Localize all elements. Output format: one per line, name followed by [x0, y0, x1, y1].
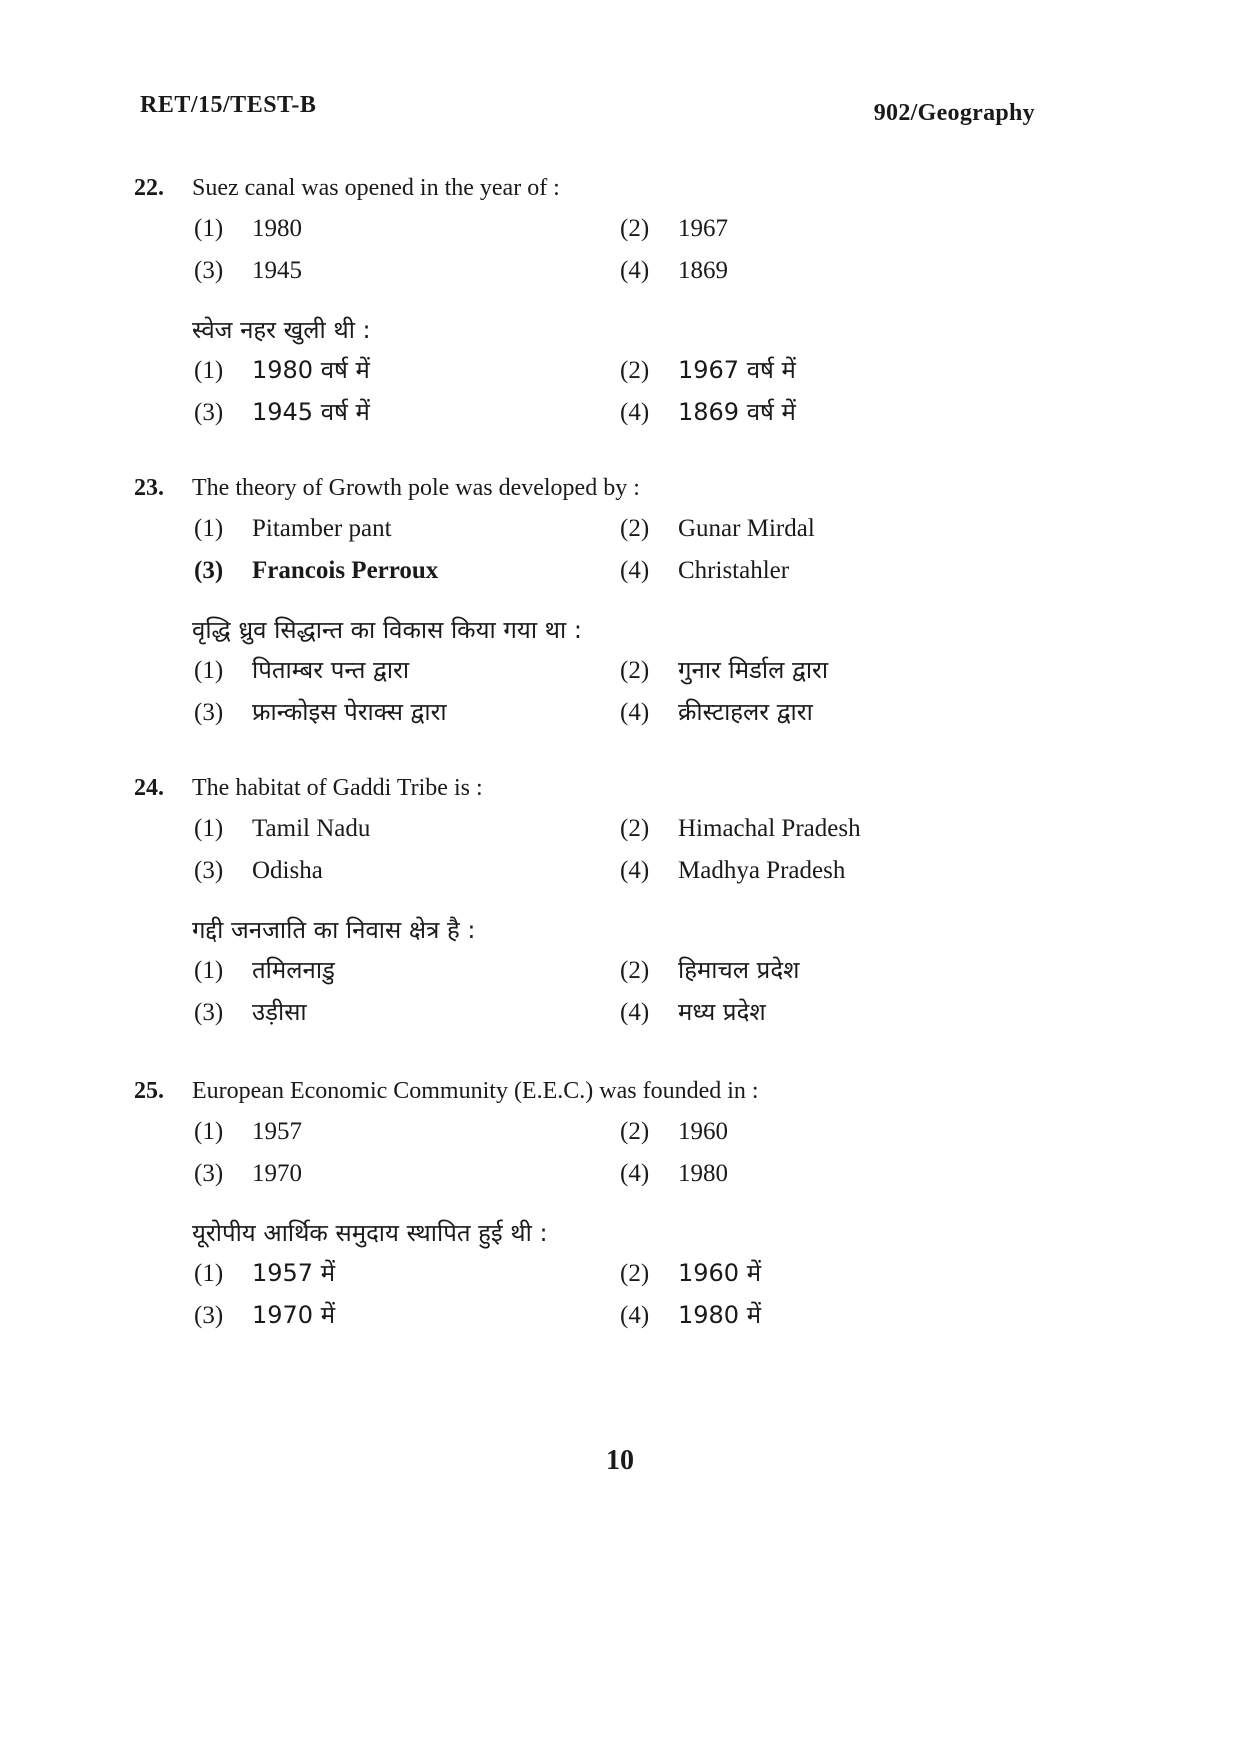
question-text-hi: यूरोपीय आर्थिक समुदाय स्थापित हुई थी :: [192, 1219, 548, 1247]
option-3: (3) 1970: [194, 1160, 302, 1187]
question-number: 25.: [134, 1078, 164, 1104]
option-3: (3) Odisha: [194, 857, 323, 884]
question-text-hi: गद्दी जनजाति का निवास क्षेत्र है :: [192, 916, 476, 944]
option-4-hi: (4) 1980 में: [620, 1301, 762, 1329]
option-1: (1) 1980: [194, 215, 302, 242]
option-2: (2) Gunar Mirdal: [620, 515, 815, 542]
option-4: (4) Christahler: [620, 557, 790, 584]
question-text-en: The theory of Growth pole was developed by :: [192, 475, 640, 501]
option-3-hi: (3) 1945 वर्ष में: [194, 398, 370, 426]
question-number: 23.: [134, 475, 164, 501]
option-1-hi: (1) तमिलनाडु: [194, 956, 335, 984]
question-text-hi: वृद्धि ध्रुव सिद्धान्त का विकास किया गया था :: [192, 616, 582, 644]
option-2-hi: (2) 1967 वर्ष में: [620, 356, 796, 384]
option-4-hi: (4) क्रीस्टाहलर द्वारा: [620, 698, 813, 726]
option-4-hi: (4) मध्य प्रदेश: [620, 998, 766, 1026]
option-4: (4) Madhya Pradesh: [620, 857, 846, 884]
question-text-en: The habitat of Gaddi Tribe is :: [192, 775, 483, 801]
option-2: (2) 1960: [620, 1118, 728, 1145]
question-number: 24.: [134, 775, 164, 801]
subject-code: 902/Geography: [873, 100, 1035, 126]
question-text-en: European Economic Community (E.E.C.) was founded in :: [192, 1078, 759, 1104]
question-23: [134, 475, 934, 737]
question-22: [134, 175, 934, 437]
option-3-hi: (3) फ्रान्कोइस पेराक्स द्वारा: [194, 698, 447, 726]
option-2: (2) 1967: [620, 215, 728, 242]
question-text-hi: स्वेज नहर खुली थी :: [192, 316, 371, 344]
paper-code: RET/15/TEST-B: [140, 92, 317, 118]
option-1: (1) Tamil Nadu: [194, 815, 371, 842]
option-1: (1) 1957: [194, 1118, 302, 1145]
option-2-hi: (2) गुनार मिर्डाल द्वारा: [620, 656, 829, 684]
option-4: (4) 1869: [620, 257, 728, 284]
page-number: 10: [606, 1445, 634, 1476]
option-4: (4) 1980: [620, 1160, 728, 1187]
question-text-en: Suez canal was opened in the year of :: [192, 175, 560, 201]
option-3: (3) Francois Perroux: [194, 557, 439, 584]
option-2-hi: (2) हिमाचल प्रदेश: [620, 956, 800, 984]
question-24: [134, 775, 934, 1037]
option-4-hi: (4) 1869 वर्ष में: [620, 398, 796, 426]
question-number: 22.: [134, 175, 164, 201]
question-25: [134, 1078, 934, 1340]
option-3-hi: (3) उड़ीसा: [194, 998, 307, 1026]
option-1-hi: (1) पिताम्बर पन्त द्वारा: [194, 656, 410, 684]
option-3-hi: (3) 1970 में: [194, 1301, 336, 1329]
option-1-hi: (1) 1957 में: [194, 1259, 336, 1287]
option-2-hi: (2) 1960 में: [620, 1259, 762, 1287]
option-3: (3) 1945: [194, 257, 302, 284]
option-1: (1) Pitamber pant: [194, 515, 392, 542]
option-1-hi: (1) 1980 वर्ष में: [194, 356, 370, 384]
option-2: (2) Himachal Pradesh: [620, 815, 861, 842]
